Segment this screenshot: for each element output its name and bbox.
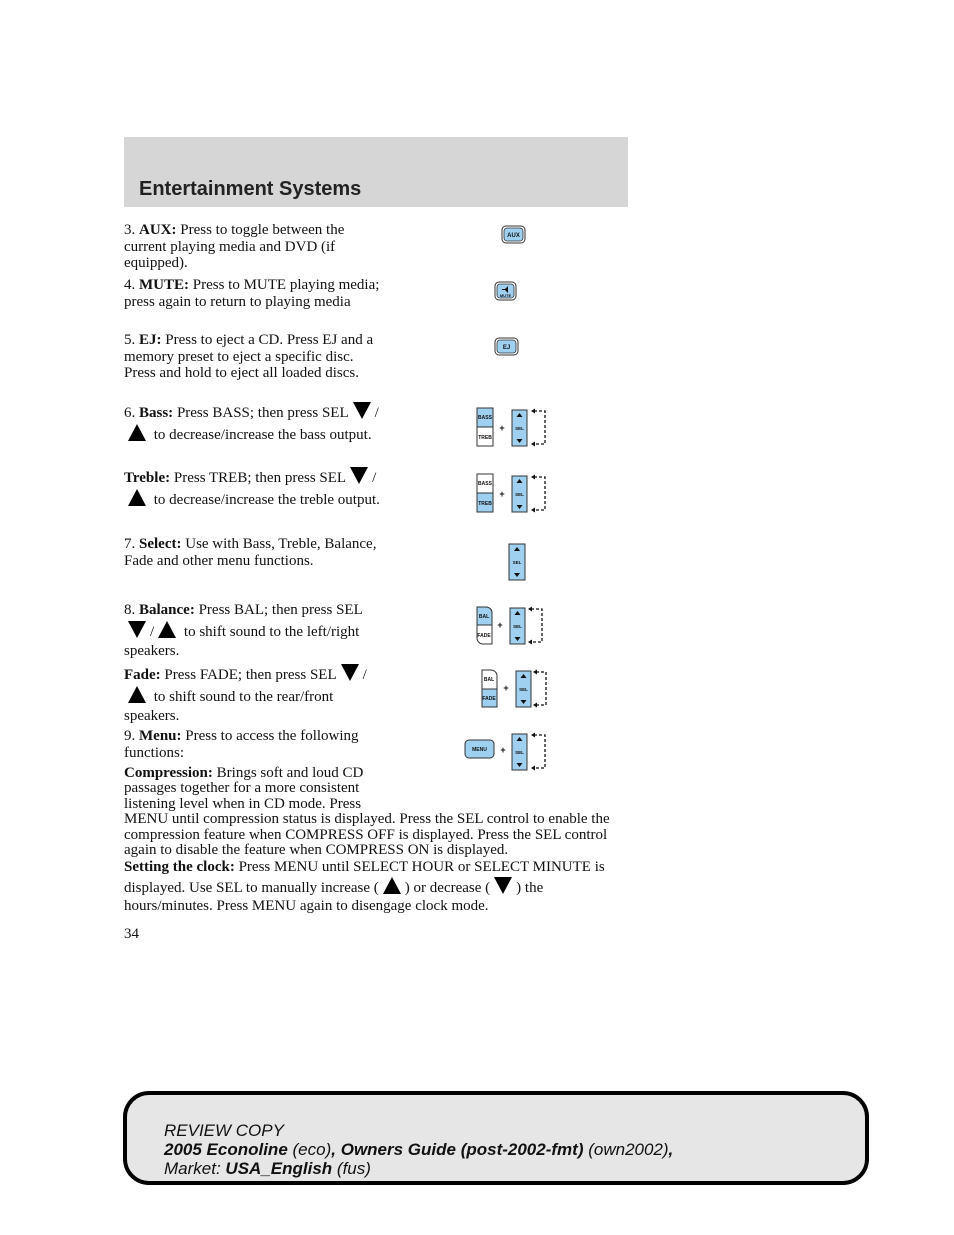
model-code: (eco) (292, 1140, 332, 1159)
sel-up-icon (128, 686, 146, 703)
section-header (124, 137, 628, 207)
item-term: Treble: (124, 470, 171, 486)
separator: / (372, 470, 377, 486)
review-copy-line (164, 1121, 673, 1140)
eject-button-icon (494, 337, 520, 357)
item-treble (124, 467, 382, 510)
sel-down-icon (353, 402, 371, 419)
item-term: Balance: (139, 602, 195, 618)
plus-sign: + (499, 489, 505, 499)
bass-label: BASS (478, 415, 492, 421)
menu-label: MENU (472, 747, 487, 753)
sel-up-icon (383, 877, 401, 894)
model-line (164, 1140, 673, 1159)
item-mute (124, 277, 382, 310)
sel-up-icon (128, 424, 146, 441)
sel-down-icon (341, 664, 359, 681)
separator: / (362, 667, 367, 683)
review-copy: REVIEW COPY (164, 1121, 284, 1140)
item-number: 8. (124, 602, 136, 618)
market-name: USA_English (225, 1159, 333, 1178)
item-bass (124, 402, 382, 445)
item-text: ) or decrease ( (404, 879, 491, 896)
sel-label: SEL (515, 750, 524, 755)
fade-label: FADE (477, 633, 491, 639)
mute-label: MUTE (499, 293, 512, 298)
plus-sign: + (500, 745, 506, 755)
treble-sel-combo-icon (476, 472, 552, 516)
item-text: Press to eject a CD. Press EJ and a memory preset to eject a specific disc. Press and hold to eject all loaded discs. (124, 332, 374, 381)
item-text: Press BASS; then press SEL (176, 405, 349, 421)
item-text: to decrease/increase the bass output. (153, 426, 372, 443)
plus-sign: + (499, 423, 505, 433)
item-text: Press TREB; then press SEL (173, 470, 347, 486)
item-number: 7. (124, 536, 136, 552)
item-term: Bass: (139, 405, 174, 421)
menu-sel-combo-icon (464, 731, 552, 775)
item-text: Brings soft and loud CD passages together for a more consistent listening level when in CD mode. Press MENU until compression status is displayed. Press the SEL control to enable the compression feature when COMPRESS OFF is displayed. Press the SEL control again to disable the feature when COMPRESS ON is displayed. (124, 765, 610, 859)
item-text: to shift sound to the rear/front speakers. (124, 688, 334, 724)
ej-label: EJ (502, 345, 511, 351)
sel-label: SEL (513, 624, 522, 629)
comma: , (668, 1140, 674, 1159)
sel-up-icon (128, 489, 146, 506)
model-name: 2005 Econoline (164, 1140, 288, 1159)
aux-button-icon (501, 225, 527, 245)
footer-text (164, 1121, 673, 1178)
mute-button-icon (494, 281, 518, 301)
item-term: Menu: (139, 728, 182, 744)
separator: / (150, 623, 155, 640)
item-text: Press MENU until SELECT HOUR or SELECT MINUTE is displayed. Use SEL to manually increase ( (124, 859, 605, 896)
sel-label: SEL (512, 560, 522, 565)
fade-label: FADE (482, 696, 496, 702)
aux-label: AUX (507, 233, 520, 239)
balance-sel-combo-icon (475, 604, 547, 648)
item-term: MUTE: (139, 277, 189, 293)
item-balance (124, 601, 382, 662)
item-fade (124, 664, 382, 727)
market-line (164, 1159, 673, 1178)
bal-label: BAL (478, 614, 490, 620)
sel-down-icon (128, 621, 146, 638)
item-number: 5. (124, 332, 136, 348)
item-number: 9. (124, 728, 136, 744)
item-clock (124, 858, 624, 916)
fade-sel-combo-icon (479, 667, 551, 711)
plus-sign: + (503, 683, 509, 693)
item-select (124, 536, 382, 569)
treb-label: TREB (478, 435, 492, 441)
item-text: Press to MUTE playing media; press again to return to playing media (124, 277, 380, 310)
sel-control-icon (508, 543, 528, 583)
sel-label: SEL (515, 492, 524, 497)
item-ej (124, 332, 382, 382)
plus-sign: + (497, 620, 503, 630)
item-text: Use with Bass, Treble, Balance, Fade and other menu functions. (124, 536, 377, 569)
item-text: to shift sound to the left/right speakers. (124, 623, 360, 659)
separator: / (374, 405, 379, 421)
sel-label: SEL (515, 426, 524, 431)
treb-label: TREB (478, 501, 492, 507)
item-term: Setting the clock: (124, 859, 235, 875)
item-aux (124, 222, 382, 272)
item-text: Press FADE; then press SEL (164, 667, 337, 683)
item-text: Press to access the following functions: (124, 728, 359, 761)
page-number: 34 (124, 926, 139, 942)
sel-label: SEL (519, 687, 528, 692)
sel-down-icon (494, 877, 512, 894)
bass-sel-combo-icon (476, 406, 552, 450)
item-number: 4. (124, 277, 136, 293)
item-menu (124, 728, 382, 761)
item-text: ) the hours/minutes. Press MENU again to disengage clock mode. (124, 879, 544, 914)
bal-label: BAL (483, 677, 495, 683)
item-term: Fade: (124, 667, 161, 683)
item-number: 3. (124, 222, 136, 238)
section-title: Entertainment Systems (139, 178, 362, 200)
comma: , (331, 1140, 336, 1159)
item-text: to decrease/increase the treble output. (153, 491, 380, 508)
item-text: Press BAL; then press SEL (198, 602, 363, 618)
item-term: AUX: (139, 222, 177, 238)
market-label: Market: (164, 1159, 221, 1178)
item-text: Press to toggle between the current playing media and DVD (if equipped). (124, 222, 345, 271)
guide-name: Owners Guide (post-2002-fmt) (340, 1140, 584, 1159)
item-term: Select: (139, 536, 182, 552)
item-compression (124, 766, 624, 858)
review-footer (123, 1091, 869, 1185)
sel-down-icon (350, 467, 368, 484)
bass-label: BASS (478, 481, 492, 487)
sel-up-icon (158, 621, 176, 638)
item-term: EJ: (139, 332, 162, 348)
item-number: 6. (124, 405, 136, 421)
guide-code: (own2002) (588, 1140, 669, 1159)
item-term: Compression: (124, 765, 213, 781)
market-code: (fus) (336, 1159, 371, 1178)
